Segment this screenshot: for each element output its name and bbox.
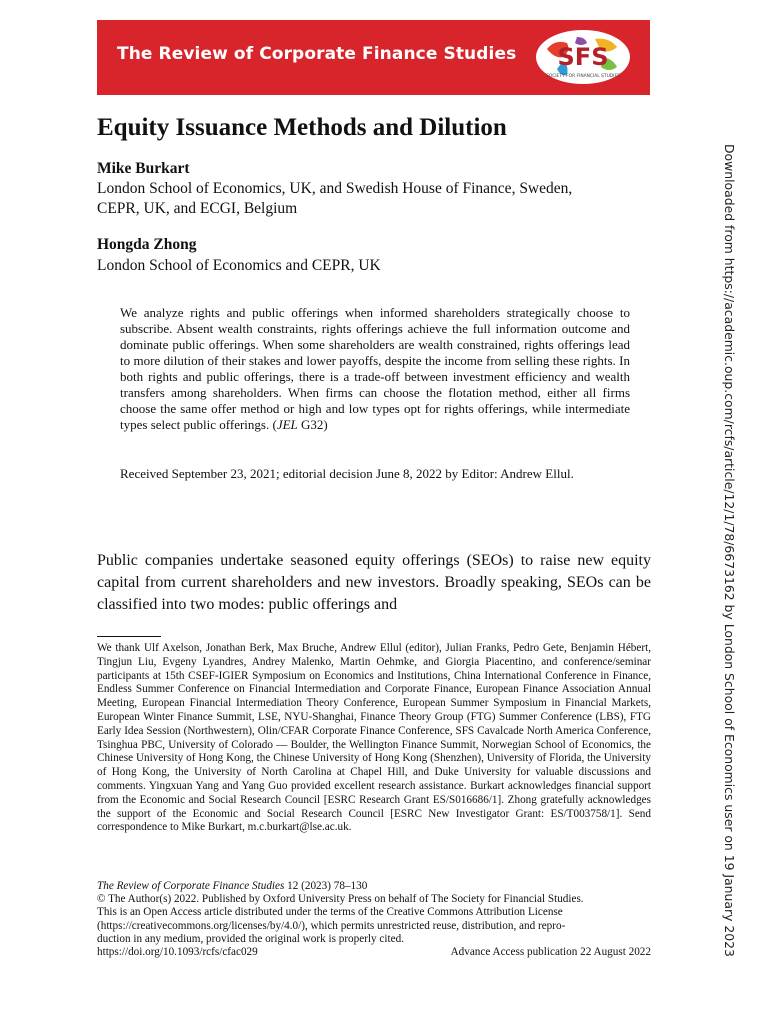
body-paragraph: Public companies undertake seasoned equity offerings (SEOs) to raise new equity capital from current shareholders and new investors. Broadly speaking, SEOs can be classified into two modes: public offerings and xyxy=(97,552,651,613)
author-affiliation: London School of Economics, UK, and Swedish House of Finance, Sweden, CEPR, UK, and ECGI, Belgium xyxy=(97,180,573,217)
abstract-text: We analyze rights and public offerings when informed shareholders strategically choose to subscribe. Absent wealth constraints, rights offerings achieve the full information outcome and dominate public offerings. When some shareholders are wealth constrained, rights offerings lead to more dilution of their stakes and lower payoffs, despite the income from selling these rights. In both rights and public offerings, there is a trade-off between investment efficiency and wealth transfers among shareholders. When firms can choose the flotation method, either all firms choose the same offer method or high and low types opt for rights offerings, while intermediate types select public offerings. ( xyxy=(120,305,630,432)
logo-subtext: SOCIETY FOR FINANCIAL STUDIES xyxy=(545,74,621,79)
doi-link[interactable]: https://doi.org/10.1093/rcfs/cfac029 xyxy=(97,946,258,959)
author-name: Hongda Zhong xyxy=(97,236,197,253)
jel-code: G32) xyxy=(297,417,328,432)
license-line: duction in any medium, provided the original work is properly cited. xyxy=(97,932,404,945)
journal-banner-title: The Review of Corporate Finance Studies xyxy=(117,44,517,64)
article-title: Equity Issuance Methods and Dilution xyxy=(97,114,507,141)
journal-name: The Review of Corporate Finance Studies xyxy=(97,880,285,892)
advance-access-date: Advance Access publication 22 August 2022 xyxy=(450,946,651,959)
acknowledgments-footnote: We thank Ulf Axelson, Jonathan Berk, Max Bruche, Andrew Ellul (editor), Julian Franks, Pedro Gete, Benjamin Hébert, Tingjun Liu, Evgeny Lyandres, Andrey Malenko, Martin Oehmke, and Giorgia Piacentino, and conference/seminar participants at 15th CSEF-IGIER Symposium on Economics and Institutions, China International Conference in Finance, Endless Summer Conference on Financial Intermediation and Corporate Finance, European Finance Association Annual Meeting, European Financial Intermediation Theory Conference, European Summer Symposium in Financial Markets, European Winter Finance Summit, LSE, NYU-Shanghai, Finance Theory Group (FTG) Summer Conference (LBS), FTG Early Idea Session (Northwestern), Olin/CFAR Corporate Finance Conference, SFS Cavalcade North America Conference, Tsinghua PBC, University of Colorado — Boulder, the Wellington Finance Summit, Norwegian School of Economics, the Chinese University of Hong Kong, the Chinese University of Hong Kong (Shenzhen), University of Florida, the University of Hong Kong, the University of North Carolina at Chapel Hill, and Duke University for valuable discussions and comments. Yingxuan Yang and Yang Guo provided excellent research assistance. Burkart acknowledges financial support from the Economic and Social Research Council [ESRC Research Grant ES/S016686/1]. Zhong gratefully acknowledges the support of the Economic and Social Research Council [ESRC New Investigator Grant: ES/T003758/1]. Send correspondence to Mike Burkart, m.c.burkart@lse.ac.uk. xyxy=(97,642,651,834)
author-affiliation: London School of Economics and CEPR, UK xyxy=(97,257,381,274)
download-watermark: Downloaded from https://academic.oup.com/rcfs/article/12/1/78/6673162 by London School of Economics user on 19 January 2023 xyxy=(722,144,737,957)
journal-volume: 12 (2023) 78–130 xyxy=(284,880,368,892)
license-line: This is an Open Access article distributed under the terms of the Creative Commons Attribution License xyxy=(97,906,563,919)
doi-row xyxy=(97,946,651,959)
publication-info xyxy=(97,880,651,959)
journal-banner xyxy=(97,20,650,95)
copyright-line: © The Author(s) 2022. Published by Oxford University Press on behalf of The Society for Financial Studies. xyxy=(97,893,584,906)
sfs-logo xyxy=(533,27,633,89)
footnote-rule xyxy=(97,636,161,637)
jel-label: JEL xyxy=(276,417,298,432)
license-line: (https://creativecommons.org/licenses/by/4.0/), which permits unrestricted reuse, distribution, and repro- xyxy=(97,919,566,932)
logo-text: SFS xyxy=(557,43,609,71)
abstract xyxy=(120,305,630,433)
author-name: Mike Burkart xyxy=(97,160,190,177)
received-note: Received September 23, 2021; editorial decision June 8, 2022 by Editor: Andrew Ellul. xyxy=(120,466,574,481)
journal-citation xyxy=(97,880,651,893)
